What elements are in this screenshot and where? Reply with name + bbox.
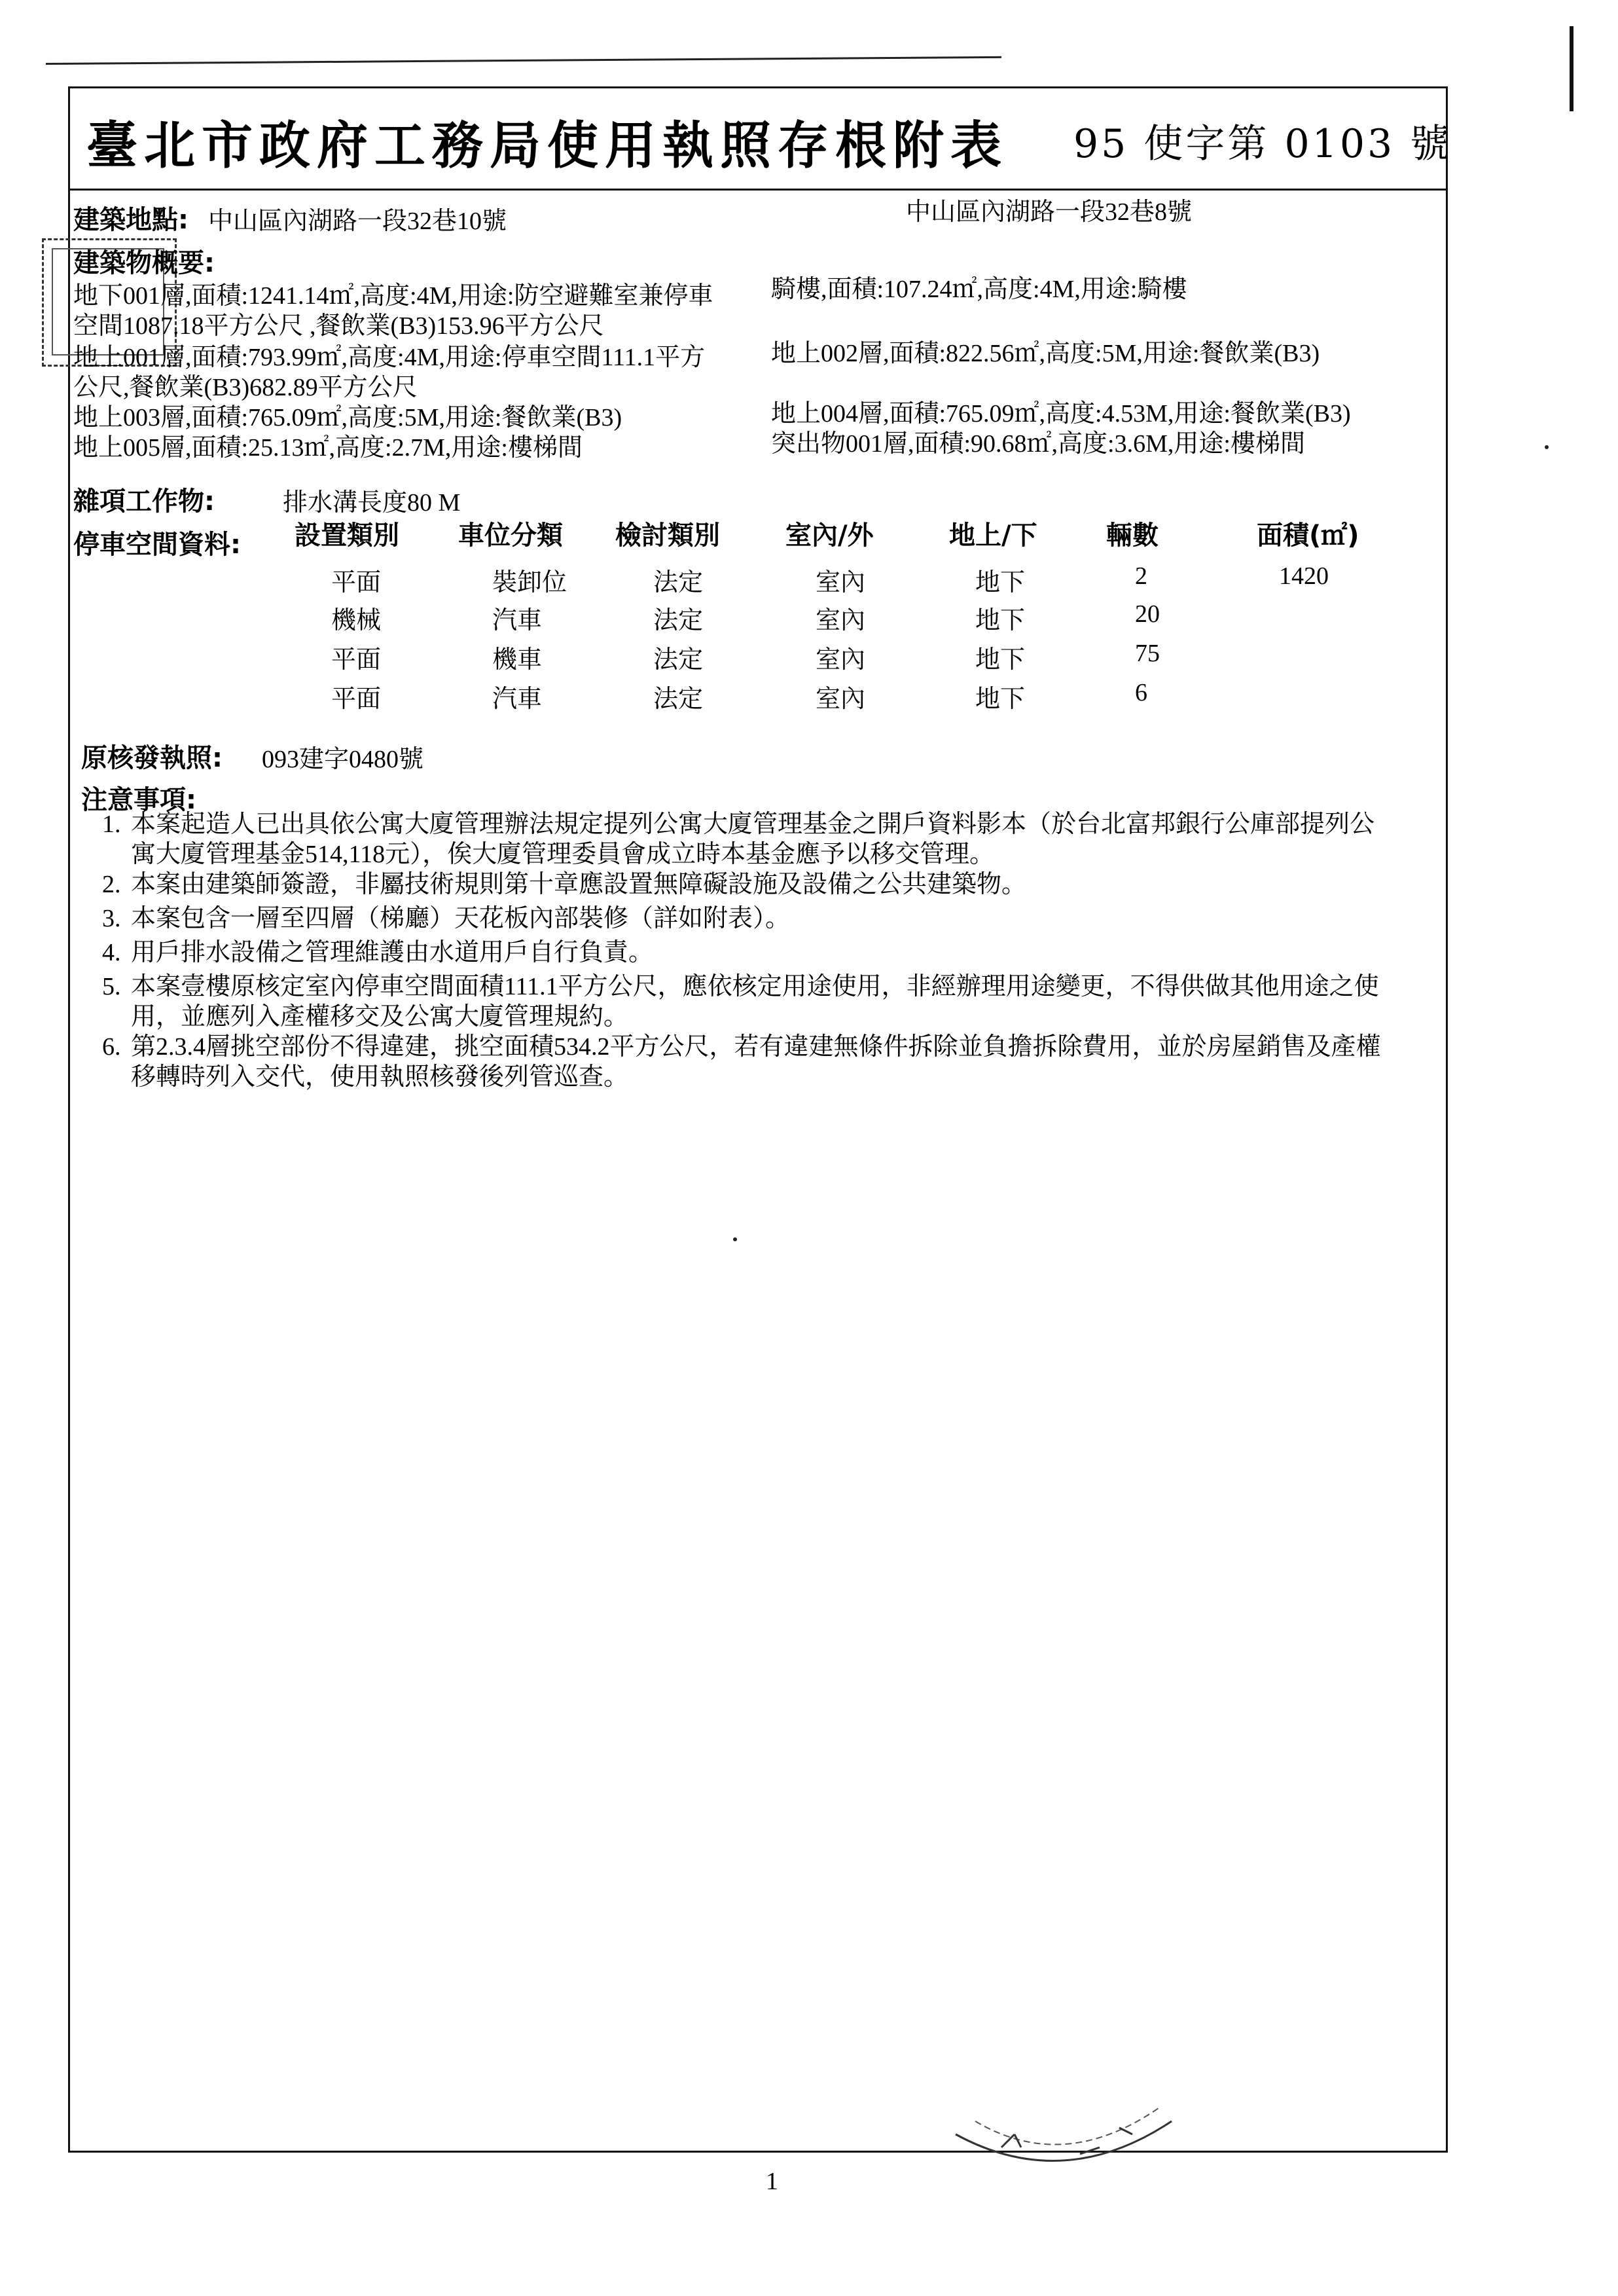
notes-label: 注意事項:: [81, 785, 196, 815]
parking-label: 停車空間資料:: [73, 530, 241, 560]
parking-col-header-class: 車位分類: [458, 520, 563, 551]
parking-cell-area: 1420: [1279, 562, 1329, 590]
note-text-line: 移轉時列入交代，使用執照核發後列管巡查。: [131, 1063, 629, 1091]
parking-col-header-indoor: 室內/外: [785, 520, 874, 551]
original-permit-label: 原核發執照:: [81, 743, 223, 773]
parking-cell-type: 平面: [331, 569, 382, 596]
summary-row-left: 公尺,餐飲業(B3)682.89平方公尺: [73, 374, 418, 401]
scan-top-stroke: [46, 56, 1001, 65]
parking-cell-level: 地下: [975, 607, 1026, 634]
page-number: 1: [766, 2168, 778, 2195]
misc-works-value: 排水溝長度80 M: [283, 489, 461, 517]
parking-cell-indoor: 室內: [816, 646, 866, 674]
parking-cell-class: 裝卸位: [492, 569, 567, 596]
parking-cell-level: 地下: [975, 569, 1026, 596]
parking-col-header-area: 面積(㎡): [1257, 520, 1359, 551]
note-text-line: 本案包含一層至四層（梯廳）天花板內部裝修（詳如附表）。: [131, 905, 791, 932]
parking-cell-count: 75: [1135, 640, 1160, 667]
parking-cell-type: 平面: [331, 685, 382, 713]
address-label: 建築地點:: [73, 205, 189, 235]
summary-row-right: 突出物001層,面積:90.68㎡,高度:3.6M,用途:樓梯間: [771, 430, 1305, 458]
parking-cell-class: 機車: [492, 646, 543, 674]
parking-col-header-type: 設置類別: [295, 520, 399, 551]
summary-row-left: 地下001層,面積:1241.14㎡,高度:4M,用途:防空避難室兼停車: [73, 282, 713, 310]
note-number: 4.: [102, 939, 121, 966]
note-text-line: 本案起造人已出具依公寓大廈管理辦法規定提列公寓大廈管理基金之開戶資料影本（於台北富邦銀行公庫部提列公: [131, 811, 1375, 838]
note-number: 1.: [102, 811, 121, 838]
address-primary: 中山區內湖路一段32巷10號: [208, 208, 507, 235]
summary-row-left: 地上001層,面積:793.99㎡,高度:4M,用途:停車空間111.1平方: [73, 344, 706, 371]
note-number: 6.: [102, 1033, 121, 1061]
summary-row-left: 地上003層,面積:765.09㎡,高度:5M,用途:餐飲業(B3): [73, 404, 622, 431]
parking-cell-count: 2: [1135, 562, 1147, 590]
summary-label: 建築物概要:: [73, 248, 215, 278]
official-seal: [949, 2095, 1178, 2193]
title-divider: [68, 189, 1448, 191]
document-title: 臺北市政府工務局使用執照存根附表: [86, 116, 1009, 175]
scan-dot: [1545, 445, 1549, 449]
parking-cell-class: 汽車: [492, 685, 543, 713]
note-text-line: 本案由建築師簽證，非屬技術規則第十章應設置無障礙設施及設備之公共建築物。: [131, 871, 1027, 898]
parking-cell-level: 地下: [975, 685, 1026, 713]
summary-row-left: 地上005層,面積:25.13㎡,高度:2.7M,用途:樓梯間: [73, 434, 583, 462]
parking-cell-indoor: 室內: [816, 607, 866, 634]
parking-col-header-review: 檢討類別: [615, 520, 720, 551]
parking-cell-type: 機械: [331, 607, 382, 634]
note-number: 3.: [102, 905, 121, 932]
parking-cell-class: 汽車: [492, 607, 543, 634]
parking-cell-level: 地下: [975, 646, 1026, 674]
parking-cell-count: 20: [1135, 600, 1160, 628]
note-text-line: 本案壹樓原核定室內停車空間面積111.1平方公尺，應依核定用途使用，非經辦理用途變更，不得供做其他用途之使: [131, 973, 1379, 1000]
parking-col-header-count: 輛數: [1106, 520, 1159, 551]
summary-row-right: 地上002層,面積:822.56㎡,高度:5M,用途:餐飲業(B3): [771, 340, 1320, 367]
note-number: 5.: [102, 973, 121, 1000]
summary-row-left: 空間1087.18平方公尺 ,餐飲業(B3)153.96平方公尺: [73, 312, 604, 340]
summary-row-right: 地上004層,面積:765.09㎡,高度:4.53M,用途:餐飲業(B3): [771, 400, 1351, 428]
note-text-line: 用，並應列入產權移交及公寓大廈管理規約。: [131, 1003, 629, 1030]
misc-works-label: 雜項工作物:: [73, 486, 215, 517]
address-secondary: 中山區內湖路一段32巷8號: [906, 198, 1193, 226]
parking-cell-review: 法定: [653, 569, 704, 596]
parking-col-header-level: 地上/下: [949, 520, 1037, 551]
permit-number: 95 使字第 0103 號: [1073, 121, 1452, 167]
scan-dot: [733, 1237, 737, 1241]
parking-cell-count: 6: [1135, 679, 1147, 706]
parking-cell-indoor: 室內: [816, 685, 866, 713]
parking-cell-indoor: 室內: [816, 569, 866, 596]
parking-cell-review: 法定: [653, 607, 704, 634]
parking-cell-type: 平面: [331, 646, 382, 674]
note-text-line: 寓大廈管理基金514,118元），俟大廈管理委員會成立時本基金應予以移交管理。: [131, 841, 995, 868]
parking-cell-review: 法定: [653, 646, 704, 674]
note-text-line: 用戶排水設備之管理維護由水道用戶自行負責。: [131, 939, 654, 966]
note-text-line: 第2.3.4層挑空部份不得違建，挑空面積534.2平方公尺，若有違建無條件拆除並負擔拆除費用，並於房屋銷售及產權: [131, 1033, 1381, 1061]
original-permit-value: 093建字0480號: [262, 746, 424, 773]
scan-edge-mark: [1570, 26, 1573, 111]
summary-row-right: 騎樓,面積:107.24㎡,高度:4M,用途:騎樓: [771, 276, 1187, 303]
parking-cell-review: 法定: [653, 685, 704, 713]
note-number: 2.: [102, 871, 121, 898]
